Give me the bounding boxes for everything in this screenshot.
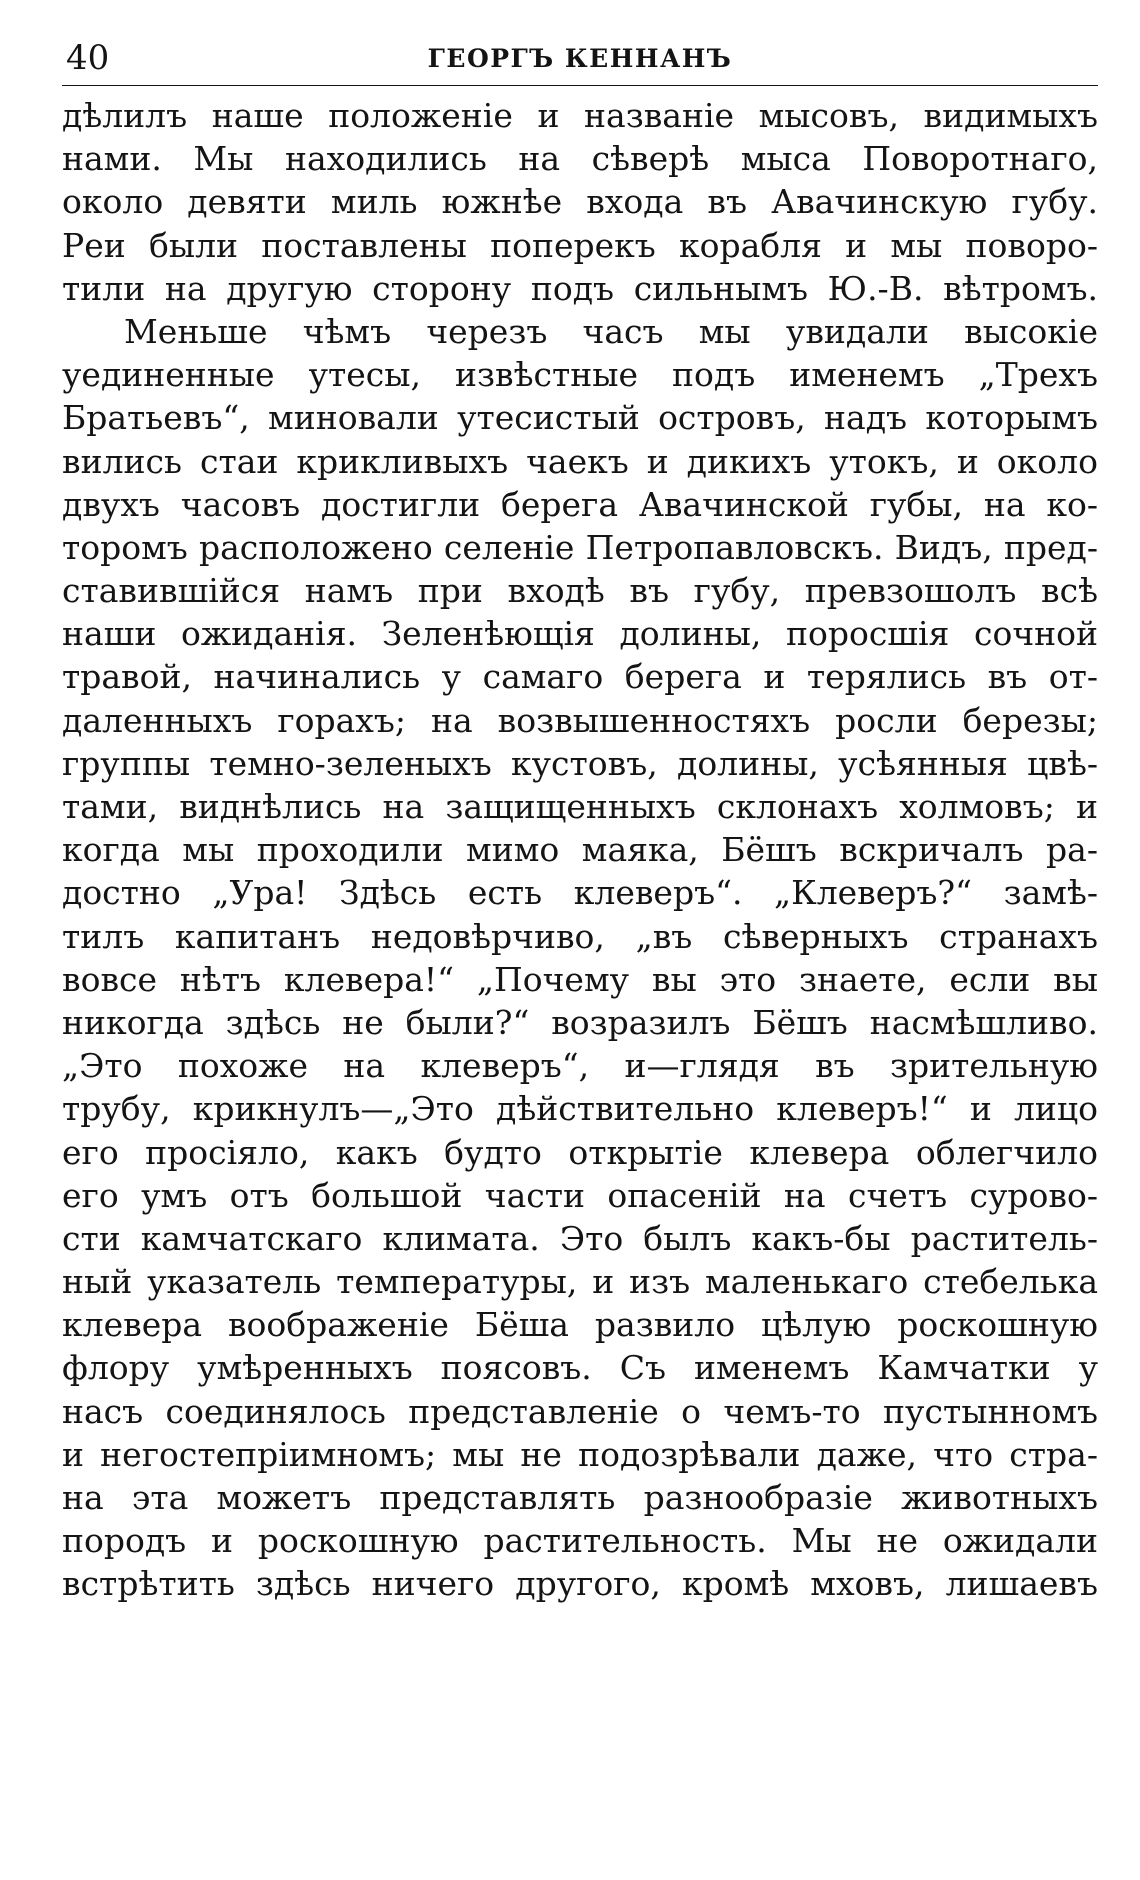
text-line: дѣлилъ наше положеніе и названіе мысовъ, видимыхъ [62, 96, 1098, 135]
text-line: тили на другую сторону подъ сильнымъ Ю.-В. вѣтромъ. [62, 268, 1098, 308]
text-line: и негостепріимномъ; мы не подозрѣвали даже, что стра- [62, 1434, 1098, 1474]
book-page [62, 38, 1098, 1606]
text-line: тами, виднѣлись на защищенныхъ склонахъ холмовъ; и [62, 787, 1098, 826]
text-line: нами. Мы находились на сѣверѣ мыса Поворотнаго, [62, 139, 1098, 179]
text-line: даленныхъ горахъ; на возвышенностяхъ росли березы; [62, 700, 1098, 740]
text-line: флору умѣренныхъ поясовъ. Съ именемъ Камчатки у [62, 1348, 1098, 1388]
text-line: группы темно-зеленыхъ кустовъ, долины, усѣянныя цвѣ- [62, 743, 1098, 783]
text-line: „Это похоже на клеверъ“, и—глядя въ зрительную [62, 1046, 1098, 1086]
text-line: около девяти миль южнѣе входа въ Авачинскую губу. [62, 182, 1098, 222]
text-line: уединенные утесы, извѣстные подъ именемъ „Трехъ [62, 355, 1098, 395]
text-line: вовсе нѣтъ клевера!“ „Почему вы это знаете, если вы [62, 959, 1098, 999]
text-line: Меньше чѣмъ черезъ часъ мы увидали высокіе [124, 311, 1098, 351]
text-line: на эта можетъ представлять разнообразіе животныхъ [62, 1478, 1098, 1517]
text-line: наши ожиданія. Зеленѣющія долины, поросшія сочной [62, 614, 1098, 654]
text-line: Реи были поставлены поперекъ корабля и мы поворо- [62, 225, 1098, 265]
page-number: 40 [66, 38, 110, 78]
text-line: встрѣтить здѣсь ничего другого, кромѣ мховъ, лишаевъ [62, 1564, 1098, 1604]
text-line: достно „Ура! Здѣсь есть клеверъ“. „Клеверъ?“ замѣ- [62, 873, 1098, 913]
text-line: когда мы проходили мимо маяка, Бёшъ вскричалъ ра- [62, 830, 1098, 870]
text-line: Братьевъ“, миновали утесистый островъ, надъ которымъ [62, 398, 1098, 438]
text-line: сти камчатскаго климата. Это былъ какъ-бы раститель- [62, 1218, 1098, 1258]
text-line: вились стаи крикливыхъ чаекъ и дикихъ утокъ, и около [62, 441, 1098, 481]
text-line: его просіяло, какъ будто открытіе клевера облегчило [62, 1132, 1098, 1172]
text-line: тилъ капитанъ недовѣрчиво, „въ сѣверныхъ странахъ [62, 916, 1098, 956]
page-header [62, 38, 1098, 86]
text-line: никогда здѣсь не были?“ возразилъ Бёшъ насмѣшливо. [62, 1002, 1098, 1042]
text-line: торомъ расположено селеніе Петропавловскъ. Видъ, пред- [62, 527, 1098, 567]
text-line: ный указатель температуры, и изъ маленькаго стебелька [62, 1262, 1098, 1302]
text-line: породъ и роскошную растительность. Мы не ожидали [62, 1521, 1098, 1561]
running-title: ГЕОРГЪ КЕННАНЪ [427, 44, 733, 73]
text-line: ставившійся намъ при входѣ въ губу, превзошолъ всѣ [62, 571, 1098, 611]
text-line: клевера воображеніе Бёша развило цѣлую роскошную [62, 1305, 1098, 1345]
text-line: травой, начинались у самаго берега и терялись въ от- [62, 657, 1098, 697]
text-line: трубу, крикнулъ—„Это дѣйствительно клеверъ!“ и лицо [62, 1089, 1098, 1129]
text-line: его умъ отъ большой части опасеній на счетъ сурово- [62, 1175, 1098, 1215]
body-text [62, 94, 1098, 1606]
text-line: двухъ часовъ достигли берега Авачинской губы, на ко- [62, 484, 1098, 524]
header-rule [62, 85, 1098, 86]
text-line: насъ соединялось представленіе о чемъ-то пустынномъ [62, 1391, 1098, 1431]
